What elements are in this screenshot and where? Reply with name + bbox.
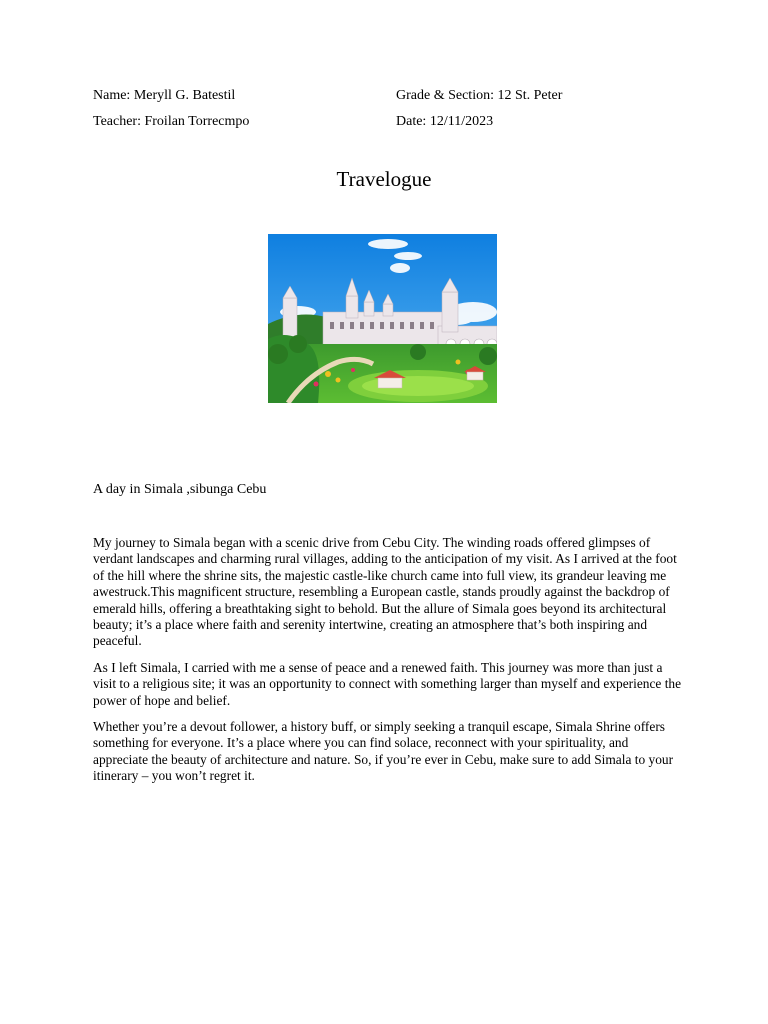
page-title: Travelogue — [336, 167, 432, 191]
paragraph-2: As I left Simala, I carried with me a sense of peace and a renewed faith. This journey was more than just a visit to a religious site; it was an opportunity to connect with something larger than myself and experience the power of hope and belief. — [93, 659, 682, 708]
paragraph-1: My journey to Simala began with a scenic drive from Cebu City. The winding roads offered glimpses of verdant landscapes and charming rural villages, adding to the anticipation of my visit. As I arrived at the foot of the hill where the shrine sits, the majestic castle-like church came into full view, its grandeur leaving me awestruck.This magnificent structure, resembling a European castle, stands proudly against the backdrop of emerald hills, offering a breathtaking sight to behold. But the allure of Simala goes beyond its architectural beauty; it’s a place where faith and serenity intertwine, creating an atmosphere that’s both inspiring and peaceful. — [93, 535, 677, 649]
teacher-name: Teacher: Froilan Torrecmpo — [93, 114, 250, 129]
simala-castle-photo — [268, 234, 497, 403]
article-body — [93, 535, 683, 795]
grade-section: Grade & Section: 12 St. Peter — [396, 88, 563, 103]
document-date: Date: 12/11/2023 — [396, 114, 494, 129]
student-name: Name: Meryll G. Batestil — [93, 88, 236, 103]
paragraph-3: Whether you’re a devout follower, a history buff, or simply seeking a tranquil escape, Simala Shrine offers something for everyone. It’s a place where you can find solace, reconnect with your spirituality, and appreciate the beauty of architecture and nature. So, if you’re ever in Cebu, make sure to add Simala to your itinerary – you won’t regret it. — [93, 719, 674, 784]
section-subtitle: A day in Simala ,sibunga Cebu — [93, 482, 267, 497]
